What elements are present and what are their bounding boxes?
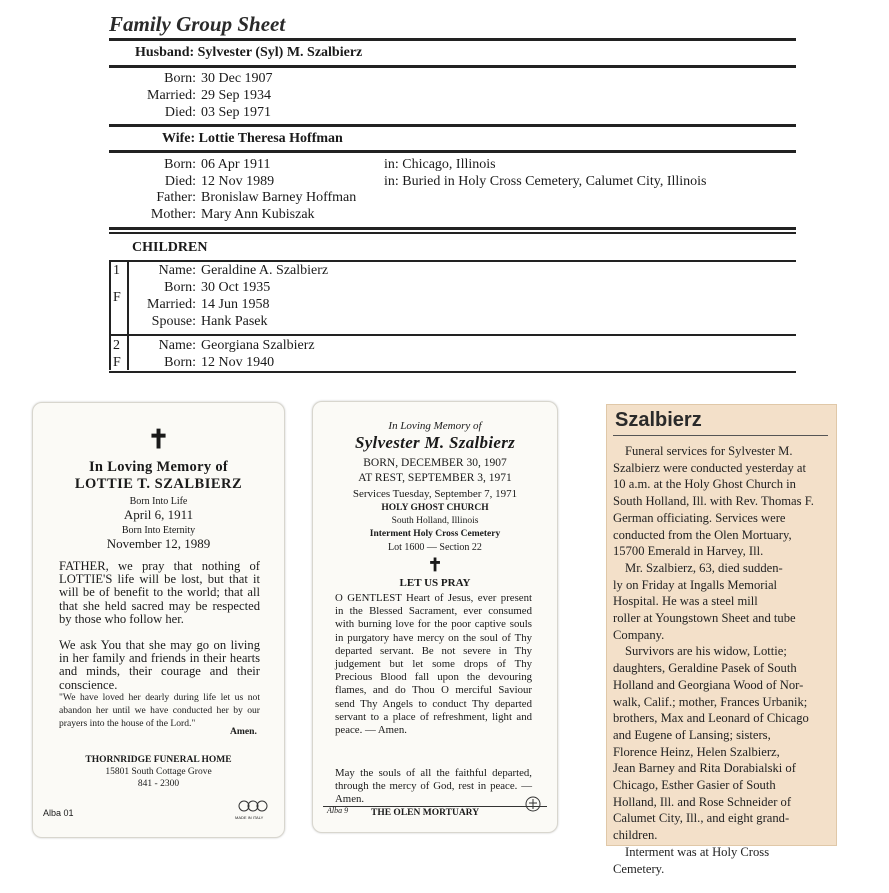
husband-born: 30 Dec 1907 xyxy=(201,71,273,86)
made-in-italy: MADE IN ITALY xyxy=(235,815,264,820)
sheet-title: Family Group Sheet xyxy=(109,12,286,36)
husband-died-label: Died: xyxy=(164,105,196,120)
clipping-line: German officiating. Services were xyxy=(613,510,786,525)
wife-died-place: in: Buried in Holy Cross Cemetery, Calumet City, Illinois xyxy=(384,174,707,189)
child-spouse-label: Spouse: xyxy=(151,314,196,329)
prayer-paragraph: O GENTLEST Heart of Jesus, ever present in the Blessed Sacrament, ever consumed with burning love for the poor captive souls in purgatory have mercy on the soul of Thy departed servant. Be not severe in Thy judgement but let some drops of Thy Precious Blood fall upon the devouring flames, and do Thou O merciful Saviour send Thy Angels to conduct Thy departed servant to a place of refreshment, light and peace. — Amen. xyxy=(335,592,532,737)
divider xyxy=(109,232,796,234)
wife-heading: Wife: Lottie Theresa Hoffman xyxy=(162,131,343,146)
prayer-paragraph: We ask You that she may go on living in her family and friends in their hearts and minds, their courage and their conscience. xyxy=(59,638,260,692)
clipping-line: Calumet City, Ill., and eight grand- xyxy=(613,811,790,826)
death-date: November 12, 1989 xyxy=(106,536,211,551)
child-sex: F xyxy=(113,355,121,370)
clipping-line: 10 a.m. at the Holy Ghost Church in xyxy=(613,477,796,492)
clipping-line: walk, Calif.; mother, Frances Urbanik; xyxy=(613,694,808,709)
quote: "We have loved her dearly during life let us not abandon her until we have conducted her by our prayers into the house of the Lord." xyxy=(59,692,260,729)
clipping-line: Florence Heinz, Helen Szalbierz, xyxy=(613,744,780,759)
memorial-card-sylvester xyxy=(312,401,558,833)
prayer-paragraph: FATHER, we pray that nothing of LOTTIE'S life will be lost, but that it will be of benefit to the world; that all that she held sacred may be respected by those who follow her. xyxy=(59,559,260,626)
child-married-label: Married: xyxy=(147,297,196,312)
wife-father-label: Father: xyxy=(156,190,196,205)
child-spouse: Hank Pasek xyxy=(201,314,268,329)
husband-married-label: Married: xyxy=(147,88,196,103)
card-title: In Loving Memory of xyxy=(88,459,228,475)
child-number: 2 xyxy=(113,338,120,353)
divider xyxy=(109,150,796,153)
clipping-line: Mr. Szalbierz, 63, died sudden- xyxy=(625,560,783,575)
interment-line: Interment Holy Cross Cemetery xyxy=(369,529,501,539)
publisher-logo-icon xyxy=(238,797,268,815)
clipping-line: Hospital. He was a steel mill xyxy=(613,594,758,609)
publisher-logo-icon xyxy=(524,795,542,813)
child-name: Geraldine A. Szalbierz xyxy=(201,263,329,278)
wife-mother-label: Mother: xyxy=(150,207,196,222)
children-heading: CHILDREN xyxy=(132,240,208,255)
child-born-label: Born: xyxy=(164,280,196,295)
card-code: Alba 9 xyxy=(327,806,349,815)
let-us-pray: LET US PRAY xyxy=(399,577,471,589)
card-name: LOTTIE T. SZALBIERZ xyxy=(74,476,243,492)
wife-born-label: Born: xyxy=(164,157,196,172)
card-name: Sylvester M. Szalbierz xyxy=(354,433,516,452)
clipping-line: South Holland, Ill. with Rev. Thomas F. xyxy=(613,494,814,509)
clipping-line: 15700 Emerald in Harvey, Ill. xyxy=(613,544,764,559)
mortuary-name: THE OLEN MORTUARY xyxy=(371,808,480,818)
wife-father: Bronislaw Barney Hoffman xyxy=(201,190,357,205)
divider xyxy=(613,435,828,436)
child-born-label: Born: xyxy=(164,355,196,370)
husband-married: 29 Sep 1934 xyxy=(201,88,271,103)
child-name-label: Name: xyxy=(158,338,196,353)
divider xyxy=(109,65,796,68)
divider xyxy=(323,806,547,807)
child-number: 1 xyxy=(113,263,120,278)
wife-born: 06 Apr 1911 xyxy=(201,157,271,172)
clipping-line: Chicago, Esther Gasier of South xyxy=(613,778,776,792)
memorial-card-lottie xyxy=(32,402,285,838)
clipping-line: Survivors are his widow, Lottie; xyxy=(625,644,787,659)
clipping-line: Interment was at Holy Cross xyxy=(625,844,770,859)
clipping-line: Jean Barney and Rita Dorabialski of xyxy=(613,761,796,776)
clipping-line: Cemetery. xyxy=(613,861,665,876)
clipping-line: and Eugene of Lansing; sisters, xyxy=(613,727,771,742)
divider xyxy=(109,260,796,262)
obituary-clipping xyxy=(606,404,837,876)
church-town: South Holland, Illinois xyxy=(391,516,479,526)
wife-died-label: Died: xyxy=(164,174,196,189)
address: 15801 South Cottage Grove xyxy=(105,767,212,777)
clipping-line: children. xyxy=(613,828,658,843)
lot-line: Lot 1600 — Section 22 xyxy=(388,542,482,553)
birth-date: April 6, 1911 xyxy=(123,507,194,522)
child-born: 12 Nov 1940 xyxy=(201,355,275,370)
church-name: HOLY GHOST CHURCH xyxy=(381,503,489,513)
clipping-line: Funeral services for Sylvester M. xyxy=(625,444,793,458)
husband-heading: Husband: Sylvester (Syl) M. Szalbierz xyxy=(135,45,363,60)
clipping-line: Szalbierz were conducted yesterday at xyxy=(613,460,807,475)
cross-icon: ✝ xyxy=(427,555,443,575)
cross-icon: ✝ xyxy=(147,425,170,454)
child-sex: F xyxy=(113,290,121,305)
wife-died: 12 Nov 1989 xyxy=(201,174,275,189)
child-name-label: Name: xyxy=(158,263,196,278)
clipping-line: conducted from the Olen Mortuary, xyxy=(613,527,792,542)
divider xyxy=(109,227,796,230)
divider xyxy=(109,38,796,41)
clipping-line: daughters, Geraldine Pasek of South xyxy=(613,661,797,676)
card-title: In Loving Memory of xyxy=(388,420,482,432)
divider xyxy=(109,124,796,127)
child-name: Georgiana Szalbierz xyxy=(201,338,315,353)
card-code: Alba 01 xyxy=(43,808,74,818)
wife-born-place: in: Chicago, Illinois xyxy=(384,157,496,172)
born-into-life: Born Into Life xyxy=(129,496,188,507)
funeral-home: THORNRIDGE FUNERAL HOME xyxy=(85,755,232,765)
prayer-paragraph: May the souls of all the faithful departed, through the mercy of God, rest in peace. — Amen. xyxy=(335,767,532,806)
phone: 841 - 2300 xyxy=(137,779,180,789)
birth-line: BORN, DECEMBER 30, 1907 xyxy=(363,457,507,469)
services-line: Services Tuesday, September 7, 1971 xyxy=(352,488,518,500)
clipping-headline: Szalbierz xyxy=(615,409,702,431)
husband-born-label: Born: xyxy=(164,71,196,86)
born-into-eternity: Born Into Eternity xyxy=(121,525,196,536)
clipping-line: Company. xyxy=(613,627,665,642)
clipping-line: Holland and Georgiana Wood of Nor- xyxy=(613,677,804,692)
rest-line: AT REST, SEPTEMBER 3, 1971 xyxy=(358,472,512,484)
husband-died: 03 Sep 1971 xyxy=(201,105,271,120)
wife-mother: Mary Ann Kubiszak xyxy=(201,207,315,222)
child-married: 14 Jun 1958 xyxy=(201,297,270,312)
child-born: 30 Oct 1935 xyxy=(201,280,271,295)
clipping-line: brothers, Max and Leonard of Chicago xyxy=(613,711,809,726)
clipping-line: roller at Youngstown Sheet and tube xyxy=(613,611,796,625)
divider xyxy=(109,371,796,373)
amen: Amen. xyxy=(230,726,257,737)
clipping-line: ly on Friday at Ingalls Memorial xyxy=(613,577,778,592)
divider xyxy=(109,334,796,336)
clipping-line: Holland, Ill. and Rose Schneider of xyxy=(613,794,792,809)
